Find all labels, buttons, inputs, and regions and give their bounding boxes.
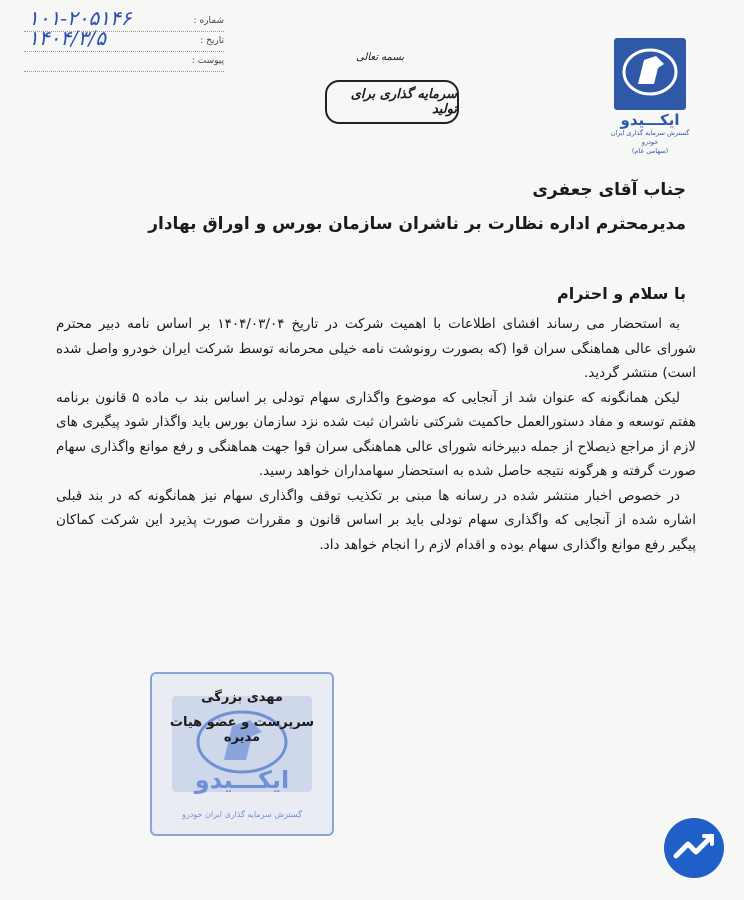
attachment-label: پیوست : [191, 56, 224, 66]
motto-text: سرمایه گذاری برای تولید [350, 87, 457, 117]
logo-brand: ایکـــیدو [620, 111, 680, 129]
motto-banner [325, 80, 459, 124]
letter-body [56, 312, 696, 557]
addressee-title: مدیرمحترم اداره نظارت بر ناشران سازمان بورس و اوراق بهادار [148, 214, 686, 234]
paragraph-1: به استحضار می رساند افشای اطلاعات با اهمیت شرکت در تاریخ ۱۴۰۴/۰۳/۰۴ بر اساس نامه دبیر محترم شورای عالی هماهنگی سران قوا (که بصورت رونوشت نامه خیلی محرمانه توسط شرکت ایران خودرو واصل شده است) منتشر گردید. [56, 316, 696, 381]
attachment-row [24, 52, 224, 72]
addressee-name: جناب آقای جعفری [532, 180, 686, 200]
letter-meta [24, 6, 224, 70]
trend-arrow-icon [664, 818, 724, 878]
logo-subtitle: گسترش سرمایه گذاری ایران خودرو [610, 129, 690, 146]
date-row [24, 26, 224, 52]
greeting: با سلام و احترام [557, 284, 686, 303]
stamp-brand: ایکـــیدو [194, 766, 290, 794]
signer-name: مهدی بزرگی [201, 690, 283, 705]
company-logo [610, 38, 690, 155]
stamp-subtitle: گسترش سرمایه گذاری ایران خودرو [182, 810, 302, 819]
date-value: ۱۴۰۴/۳/۵ [28, 26, 106, 50]
paragraph-2: لیکن همانگونه که عنوان شد از آنجایی که موضوع واگذاری سهام تودلی بر اساس بند ب ماده ۵ قانون برنامه هفتم توسعه و مفاد دستورالعمل حاکمیت شرکتی ناشران ثبت شده نزد سازمان بورس باید واگذار شود پیگیری های لازم از مراجع ذیصلاح از جمله دبیرخانه شورای عالی هماهنگی سران قوا جهت هماهنگی و رفع موانع واگذاری سهام صورت گرفته و هرگونه نتیجه حاصل شده به استحضار سهامداران خواهد رسید. [56, 389, 696, 479]
logo-subtitle2: (سهامی عام) [631, 147, 669, 155]
paragraph-3: در خصوص اخبار منتشر شده در رسانه ها مبنی بر تکذیب توقف واگذاری سهام نیز همانگونه که در بند قبلی اشاره شده از آنجایی که واگذاری سهام تودلی باید بر اساس قانون و مقررات صورت پذیرد این شرکت کماکان پیگیر رفع موانع واگذاری سهام بوده و اقدام لازم را انجام خواهد داد. [56, 487, 696, 553]
horse-logo-icon [614, 38, 686, 110]
signer-title: سرپرست و عضو هیات مدیره [169, 715, 315, 745]
bismillah: بسمه تعالی [355, 52, 405, 63]
number-value: ۱۰۱-۲۰۵۱۴۶ [28, 6, 132, 30]
date-label: تاریخ : [200, 36, 224, 46]
number-label: شماره : [193, 16, 224, 26]
